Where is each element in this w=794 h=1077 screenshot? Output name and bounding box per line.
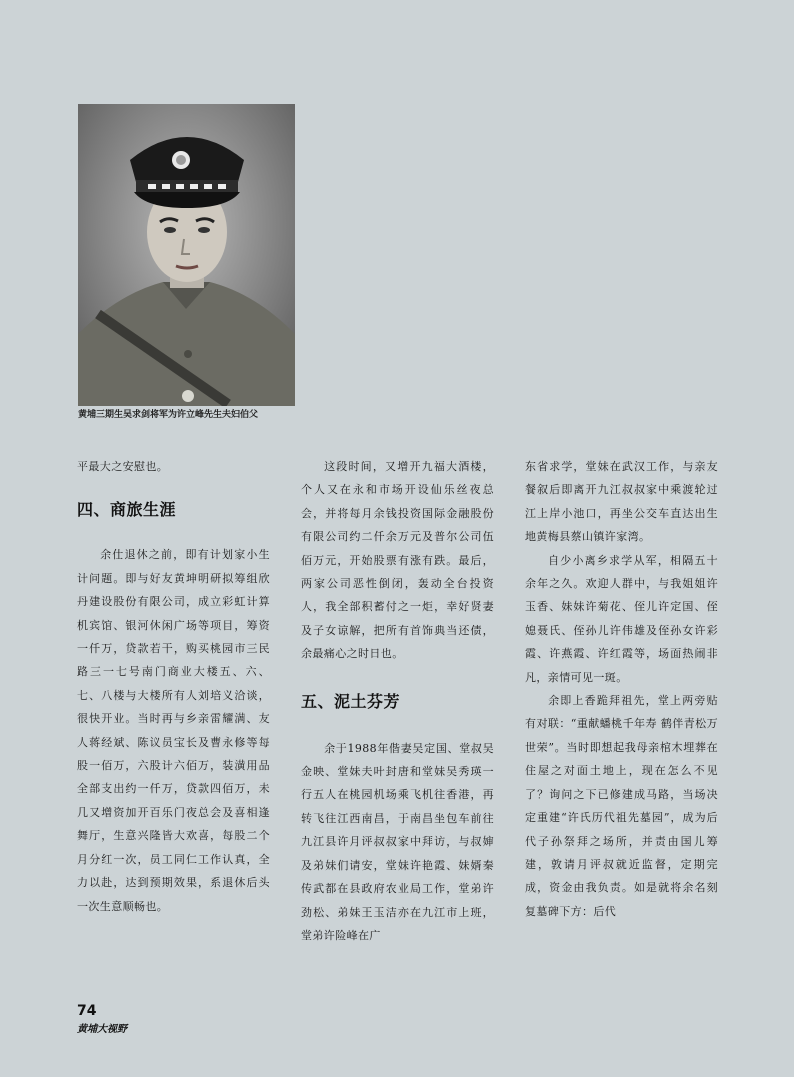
paragraph: 余即上香跪拜祖先，堂上两旁贴有对联：“重献蟠桃千年寿 鹤伴青松万世荣”。当时即想起我母亲棺木埋葬在住屋之对面土地上，现在怎么不见了？询问之下已修建成马路，当场决定重建“许氏历代祖先墓园”，成为后代子孙祭拜之场所，并责由国儿筹建，敦请月评叔就近监督，定期完成，资金由我负责。如是就将余名刻复墓碑下方：后代 [525, 694, 718, 918]
text-column-2 [301, 455, 494, 947]
text-column-1 [77, 455, 270, 918]
section-heading-5: 五、泥土芬芳 [301, 691, 401, 711]
text-column-3 [525, 455, 718, 923]
section-heading-4: 四、商旅生涯 [77, 500, 177, 520]
paragraph: 余于1988年偕妻吴定国、堂叔吴金映、堂妹夫叶封唐和堂妹吴秀瑛一行五人在桃园机场乘飞机往香港，再转飞往江西南昌，于南昌坐包车前往九江县许月评叔叔家中拜访，与叔婶及弟妹们请安，堂妹许艳霞、妹婿秦传武都在县政府农业局工作，堂弟许劲松、弟妹王玉洁亦在九江市上班，堂弟许险峰在广 [301, 741, 494, 942]
paragraph: 这段时间，又增开九福大酒楼，个人又在永和市场开设仙乐丝夜总会，并将每月余钱投资国际金融股份有限公司约二仟余万元及普尔公司伍佰万元，开始股票有涨有跌。最后，两家公司恶性倒闭，轰动全台投资人，我全部积蓄付之一炬，幸好贤妻及子女谅解，把所有首饰典当还债，余最痛心之时日也。 [301, 460, 494, 661]
paragraph: 余仕退休之前，即有计划家小生计问题。即与好友黄坤明研拟筹组欣丹建设股份有限公司，成立彩虹计算机宾馆、银河休闲广场等项目，筹资一仟万，贷款若干，购买桃园市三民路三一七号南门商业大楼五、六、七、八楼与大楼所有人刘培义洽谈，很快开业。当时再与乡亲雷耀满、友人蒋经斌、陈议员宝长及曹永修等每股一佰万，六股计六佰万，装潢用品全部支出约一仟万，贷款四佰万，未几又增资加开百乐门夜总会及喜相逢舞厅，生意兴隆皆大欢喜，每股二个月分红一次，员工同仁工作认真，全力以赴，达到预期效果，系退休后头一次生意顺畅也。 [77, 548, 270, 913]
portrait-photo [78, 104, 295, 406]
magazine-name: 黄埔大视野 [77, 1024, 127, 1035]
photo-caption: 黄埔三期生吴求剑将军为许立峰先生夫妇伯父 [78, 410, 259, 420]
paragraph: 东省求学，堂妹在武汉工作，与亲友餐叙后即离开九江叔叔家中乘渡轮过江上岸小池口，再坐公交车直达出生地黄梅县蔡山镇许家湾。 [525, 460, 718, 544]
paragraph: 平最大之安慰也。 [77, 460, 169, 473]
page-number: 74 [77, 1003, 97, 1019]
portrait-illustration [78, 104, 295, 406]
paragraph: 自少小离乡求学从军，相隔五十余年之久。欢迎人群中，与我姐姐许玉香、妹妹许菊花、侄儿许定国、侄媳聂氏、侄孙儿许伟雄及侄孙女许彩霞、许燕霞、许红霞等，场面热闹非凡，亲情可见一斑。 [525, 553, 718, 684]
